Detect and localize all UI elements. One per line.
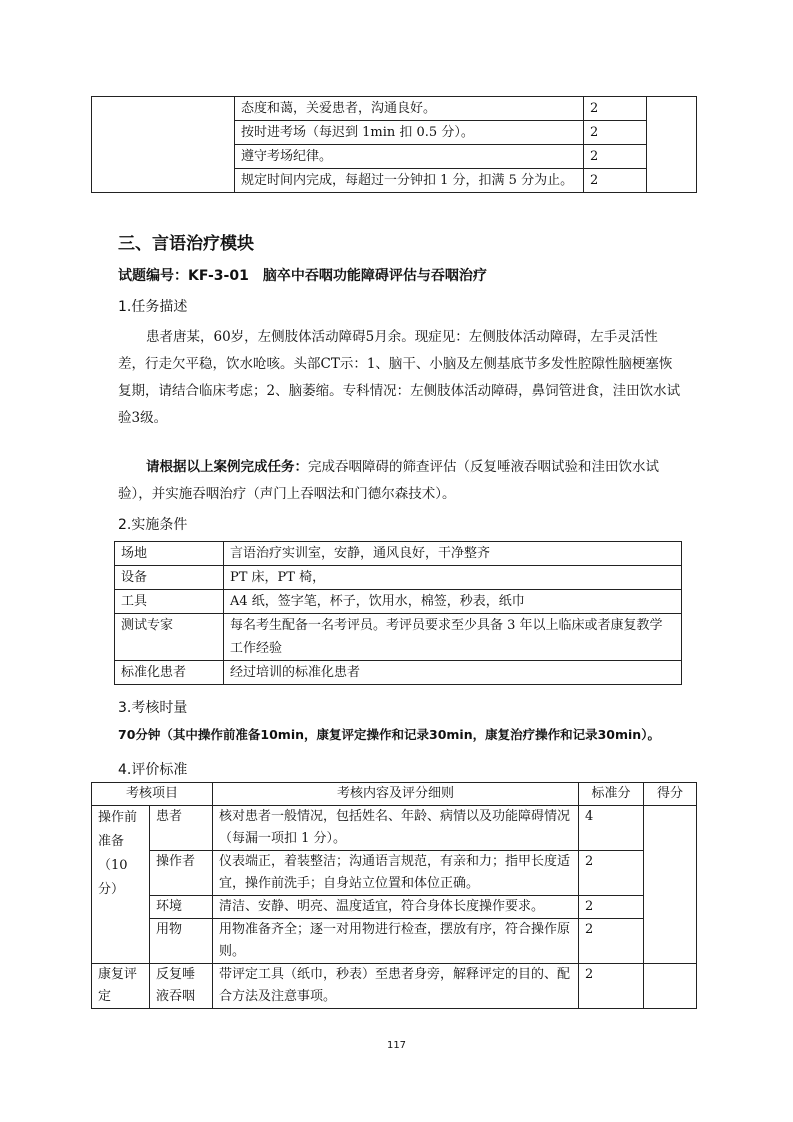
- header-earned-score: 得分: [644, 783, 697, 806]
- criteria-table: [91, 782, 697, 1009]
- question-heading: 试题编号：KF-3-01 脑卒中吞咽功能障碍评估与吞咽治疗: [118, 268, 487, 284]
- task-heading: 1.任务描述: [118, 299, 188, 315]
- earned-score-cell: [644, 964, 697, 1009]
- top-table-score: 2: [584, 121, 647, 145]
- task-instruction: [118, 454, 683, 508]
- condition-label: 工具: [115, 590, 224, 614]
- page-number: 117: [386, 1040, 407, 1051]
- header-item: 考核项目: [92, 783, 213, 806]
- task-paragraph: 患者唐某，60岁，左侧肢体活动障碍5月余。现症见：左侧肢体活动障碍，左手灵活性差，行走欠平稳，饮水呛咳。头部CT示：1、脑干、小脑及左侧基底节多发性腔隙性脑梗塞恢复期，请结合临床考虑；2、脑萎缩。专科情况：左侧肢体活动障碍，鼻饲管进食，洼田饮水试验3级。: [118, 329, 681, 426]
- criteria-content: 核对患者一般情况，包括姓名、年龄、病情以及功能障碍情况（每漏一项扣 1 分）。: [213, 806, 579, 851]
- criteria-content: 带评定工具（纸巾，秒表）至患者身旁，解释评定的目的、配合方法及注意事项。: [213, 964, 579, 1009]
- criteria-heading: 4.评价标准: [118, 762, 188, 778]
- top-table-earned-cell: [647, 97, 697, 193]
- duration-heading: 3.考核时量: [118, 700, 188, 716]
- criteria-content: 用物准备齐全；逐一对用物进行检查，摆放有序，符合操作原则。: [213, 919, 579, 964]
- criteria-score: 4: [579, 806, 644, 851]
- top-score-table: [91, 96, 697, 193]
- condition-value: A4 纸，签字笔，杯子，饮用水，棉签，秒表，纸巾: [224, 590, 682, 614]
- top-table-score: 2: [584, 97, 647, 121]
- condition-value: PT 床，PT 椅，: [224, 566, 682, 590]
- top-table-content: 态度和蔼，关爱患者，沟通良好。: [235, 97, 584, 121]
- criteria-score: 2: [579, 896, 644, 919]
- header-standard-score: 标准分: [579, 783, 644, 806]
- top-table-content: 按时进考场（每迟到 1min 扣 0.5 分）。: [235, 121, 584, 145]
- criteria-score: 2: [579, 964, 644, 1009]
- criteria-score: 2: [579, 851, 644, 896]
- duration-text: 70分钟（其中操作前准备10min，康复评定操作和记录30min，康复治疗操作和记录30min）。: [118, 727, 660, 742]
- conditions-heading: 2.实施条件: [118, 517, 188, 533]
- instruction-text: 完成吞咽障碍的筛查评估（反复唾液吞咽试验和洼田饮水试验），并实施吞咽治疗（声门上吞咽法和门德尔森技术）。: [118, 459, 659, 502]
- criteria-content: 清洁、安静、明亮、温度适宜，符合身体长度操作要求。: [213, 896, 579, 919]
- earned-score-cell: [644, 806, 697, 964]
- header-content: 考核内容及评分细则: [213, 783, 579, 806]
- group-label-preparation: 操作前准备（10分）: [92, 806, 150, 964]
- condition-label: 场地: [115, 542, 224, 566]
- top-table-score: 2: [584, 169, 647, 193]
- criteria-item: 用物: [150, 919, 213, 964]
- criteria-content: 仪表端正，着装整洁；沟通语言规范，有亲和力；指甲长度适宜，操作前洗手；自身站立位置和体位正确。: [213, 851, 579, 896]
- condition-label: 测试专家: [115, 614, 224, 661]
- conditions-table: [114, 541, 682, 685]
- instruction-bold-lead: 请根据以上案例完成任务：: [146, 459, 308, 475]
- condition-value: 经过培训的标准化患者: [224, 661, 682, 685]
- condition-label: 标准化患者: [115, 661, 224, 685]
- top-table-score: 2: [584, 145, 647, 169]
- criteria-item: 操作者: [150, 851, 213, 896]
- top-table-content: 遵守考场纪律。: [235, 145, 584, 169]
- condition-value: 言语治疗实训室，安静，通风良好，干净整齐: [224, 542, 682, 566]
- section-title: 三、言语治疗模块: [118, 234, 254, 254]
- criteria-score: 2: [579, 919, 644, 964]
- condition-value: 每名考生配备一名考评员。考评员要求至少具备 3 年以上临床或者康复教学工作经验: [224, 614, 682, 661]
- criteria-item: 患者: [150, 806, 213, 851]
- condition-label: 设备: [115, 566, 224, 590]
- group-label-assessment: 康复评定: [92, 964, 150, 1009]
- top-table-content: 规定时间内完成，每超过一分钟扣 1 分，扣满 5 分为止。: [235, 169, 584, 193]
- criteria-item: 环境: [150, 896, 213, 919]
- criteria-item: 反复唾液吞咽: [150, 964, 213, 1009]
- top-table-merged-cell: [92, 97, 235, 193]
